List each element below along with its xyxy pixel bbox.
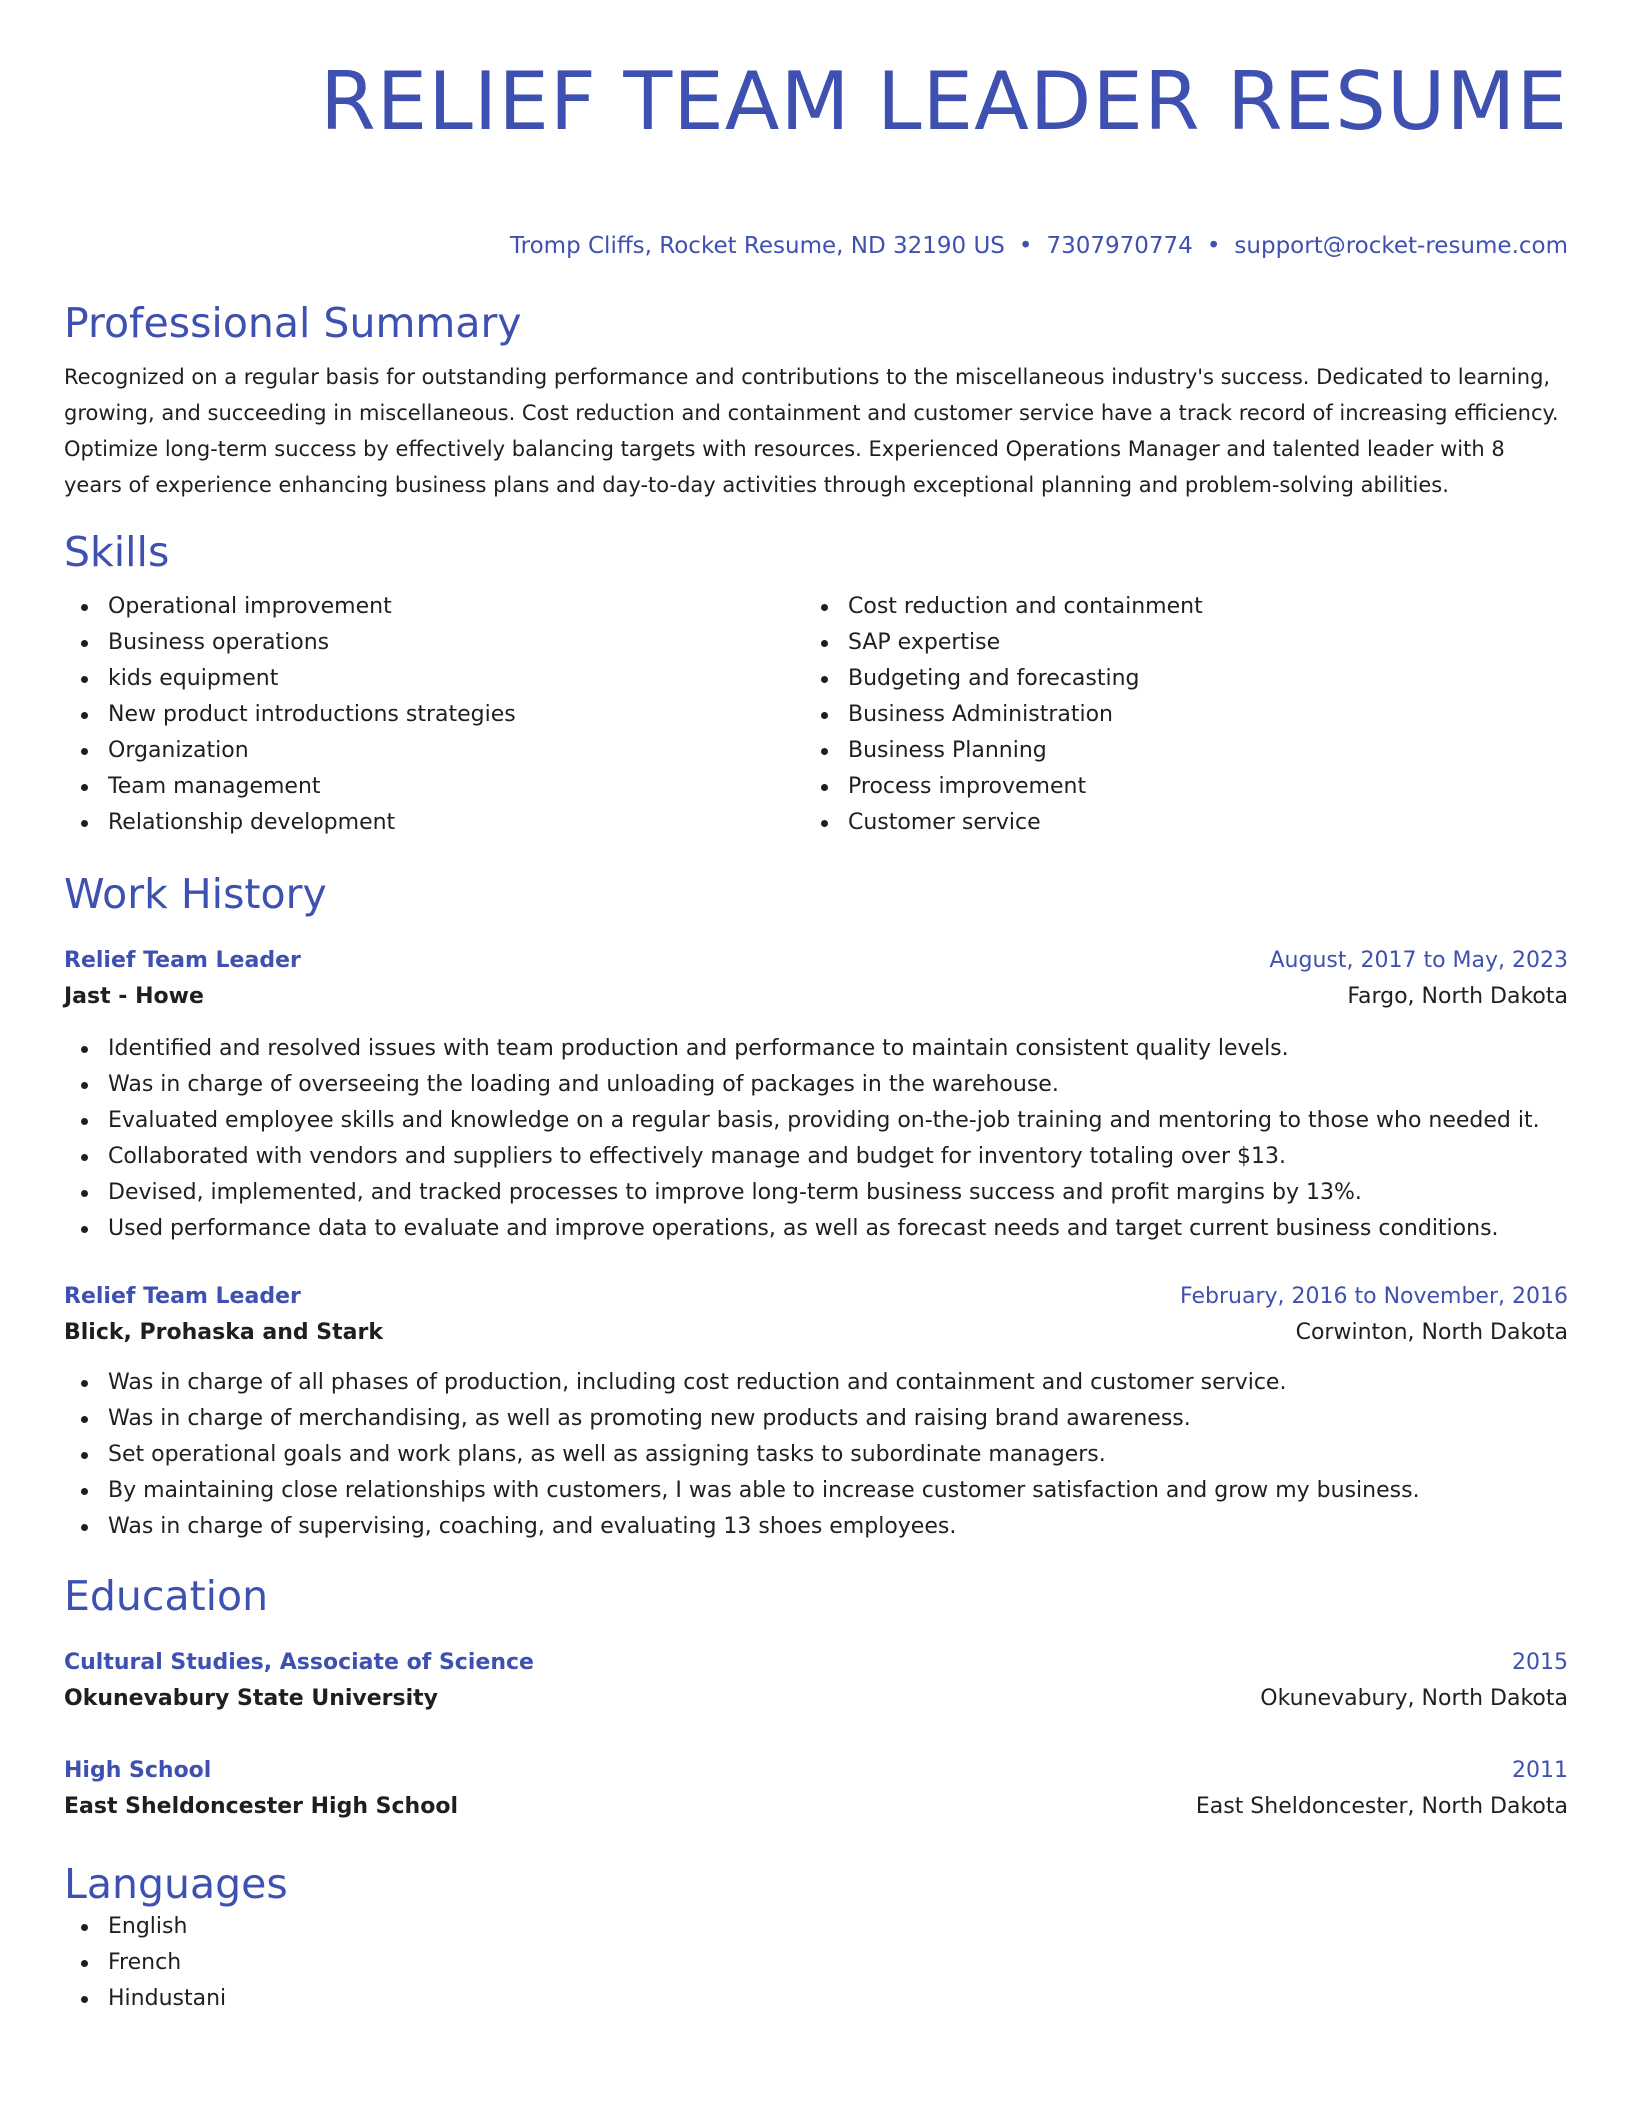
contact-address: Tromp Cliffs, Rocket Resume, ND 32190 US (509, 233, 1005, 259)
job-bullet: Evaluated employee skills and knowledge on a regular basis, providing on-the-job training and mentoring to those who needed it. (64, 1103, 1568, 1139)
contact-phone[interactable]: 7307970774 (1046, 233, 1193, 259)
summary-heading: Professional Summary (64, 299, 522, 347)
skills-list-right (804, 589, 1544, 841)
job-dates: August, 2017 to May, 2023 (1269, 948, 1568, 973)
skill-item: Customer service (804, 805, 1544, 841)
work-history-heading: Work History (64, 870, 327, 918)
job-company-row (64, 1315, 1568, 1351)
job-bullet: Devised, implemented, and tracked processes to improve long-term business success and profit margins by 13%. (64, 1175, 1568, 1211)
skills-column-left (64, 589, 804, 841)
language-item: French (64, 1945, 1568, 1981)
skill-item: Operational improvement (64, 589, 804, 625)
education-year: 2015 (1512, 1650, 1568, 1675)
job-company-row (64, 979, 1568, 1015)
skills-heading: Skills (64, 528, 170, 576)
job-header-row (64, 943, 1568, 979)
skill-item: Business operations (64, 625, 804, 661)
skill-item: kids equipment (64, 661, 804, 697)
contact-line (64, 230, 1568, 262)
languages-list (64, 1909, 1568, 2017)
skill-item: SAP expertise (804, 625, 1544, 661)
contact-separator: • (1018, 233, 1033, 259)
education-heading: Education (64, 1572, 269, 1620)
education-school-row (64, 1681, 1568, 1717)
languages-heading: Languages (64, 1860, 288, 1908)
resume-title: RELIEF TEAM LEADER RESUME (320, 55, 1568, 148)
education-degree: Cultural Studies, Associate of Science (64, 1650, 534, 1675)
skill-item: New product introductions strategies (64, 697, 804, 733)
education-entry (64, 1753, 1568, 1825)
job-bullet: Set operational goals and work plans, as well as assigning tasks to subordinate managers. (64, 1437, 1568, 1473)
education-location: East Sheldoncester, North Dakota (1195, 1794, 1568, 1819)
skill-item: Relationship development (64, 805, 804, 841)
skill-item: Business Planning (804, 733, 1544, 769)
job-location: Fargo, North Dakota (1347, 984, 1568, 1009)
skill-item: Process improvement (804, 769, 1544, 805)
language-item: English (64, 1909, 1568, 1945)
job-dates: February, 2016 to November, 2016 (1180, 1284, 1568, 1309)
skill-item: Team management (64, 769, 804, 805)
contact-email[interactable]: support@rocket-resume.com (1234, 233, 1568, 259)
skill-item: Organization (64, 733, 804, 769)
contact-separator: • (1206, 233, 1221, 259)
job-location: Corwinton, North Dakota (1295, 1320, 1568, 1345)
education-location: Okunevabury, North Dakota (1260, 1686, 1568, 1711)
skill-item: Budgeting and forecasting (804, 661, 1544, 697)
job-bullets (64, 1365, 1568, 1545)
education-degree: High School (64, 1758, 212, 1783)
skills-column-right (804, 589, 1544, 841)
job-bullet: Identified and resolved issues with team production and performance to maintain consistent quality levels. (64, 1031, 1568, 1067)
job-bullet: Collaborated with vendors and suppliers to effectively manage and budget for inventory totaling over $13. (64, 1139, 1568, 1175)
skill-item: Cost reduction and containment (804, 589, 1544, 625)
job-bullet: Was in charge of overseeing the loading and unloading of packages in the warehouse. (64, 1067, 1568, 1103)
job-bullet: Used performance data to evaluate and improve operations, as well as forecast needs and target current business conditions. (64, 1211, 1568, 1247)
job-bullet: Was in charge of supervising, coaching, and evaluating 13 shoes employees. (64, 1509, 1568, 1545)
education-school: East Sheldoncester High School (64, 1794, 458, 1819)
skill-item: Business Administration (804, 697, 1544, 733)
language-item: Hindustani (64, 1981, 1568, 2017)
job-bullets (64, 1031, 1568, 1247)
job-bullet: Was in charge of all phases of production, including cost reduction and containment and customer service. (64, 1365, 1568, 1401)
job-header-row (64, 1279, 1568, 1315)
job-company: Blick, Prohaska and Stark (64, 1320, 383, 1345)
skills-grid (64, 589, 1568, 841)
education-header-row (64, 1645, 1568, 1681)
education-school-row (64, 1789, 1568, 1825)
skills-list-left (64, 589, 804, 841)
education-entry (64, 1645, 1568, 1717)
job-role: Relief Team Leader (64, 1284, 301, 1309)
education-school: Okunevabury State University (64, 1686, 438, 1711)
job-entry (64, 1279, 1568, 1545)
job-company: Jast - Howe (64, 984, 204, 1009)
job-entry (64, 943, 1568, 1247)
job-role: Relief Team Leader (64, 948, 301, 973)
job-bullet: Was in charge of merchandising, as well as promoting new products and raising brand awareness. (64, 1401, 1568, 1437)
education-year: 2011 (1512, 1758, 1568, 1783)
education-header-row (64, 1753, 1568, 1789)
job-bullet: By maintaining close relationships with customers, I was able to increase customer satisfaction and grow my business. (64, 1473, 1568, 1509)
summary-text: Recognized on a regular basis for outstanding performance and contributions to the miscellaneous industry's success. Dedicated to learning, growing, and succeeding in miscellaneous. Cost reduction and containment and customer service have a track record of increasing efficiency. Optimize long-term success by effectively balancing targets with resources. Experienced Operations Manager and talented leader with 8 years of experience enhancing business plans and day-to-day activities through exceptional planning and problem-solving abilities. (64, 365, 1559, 497)
